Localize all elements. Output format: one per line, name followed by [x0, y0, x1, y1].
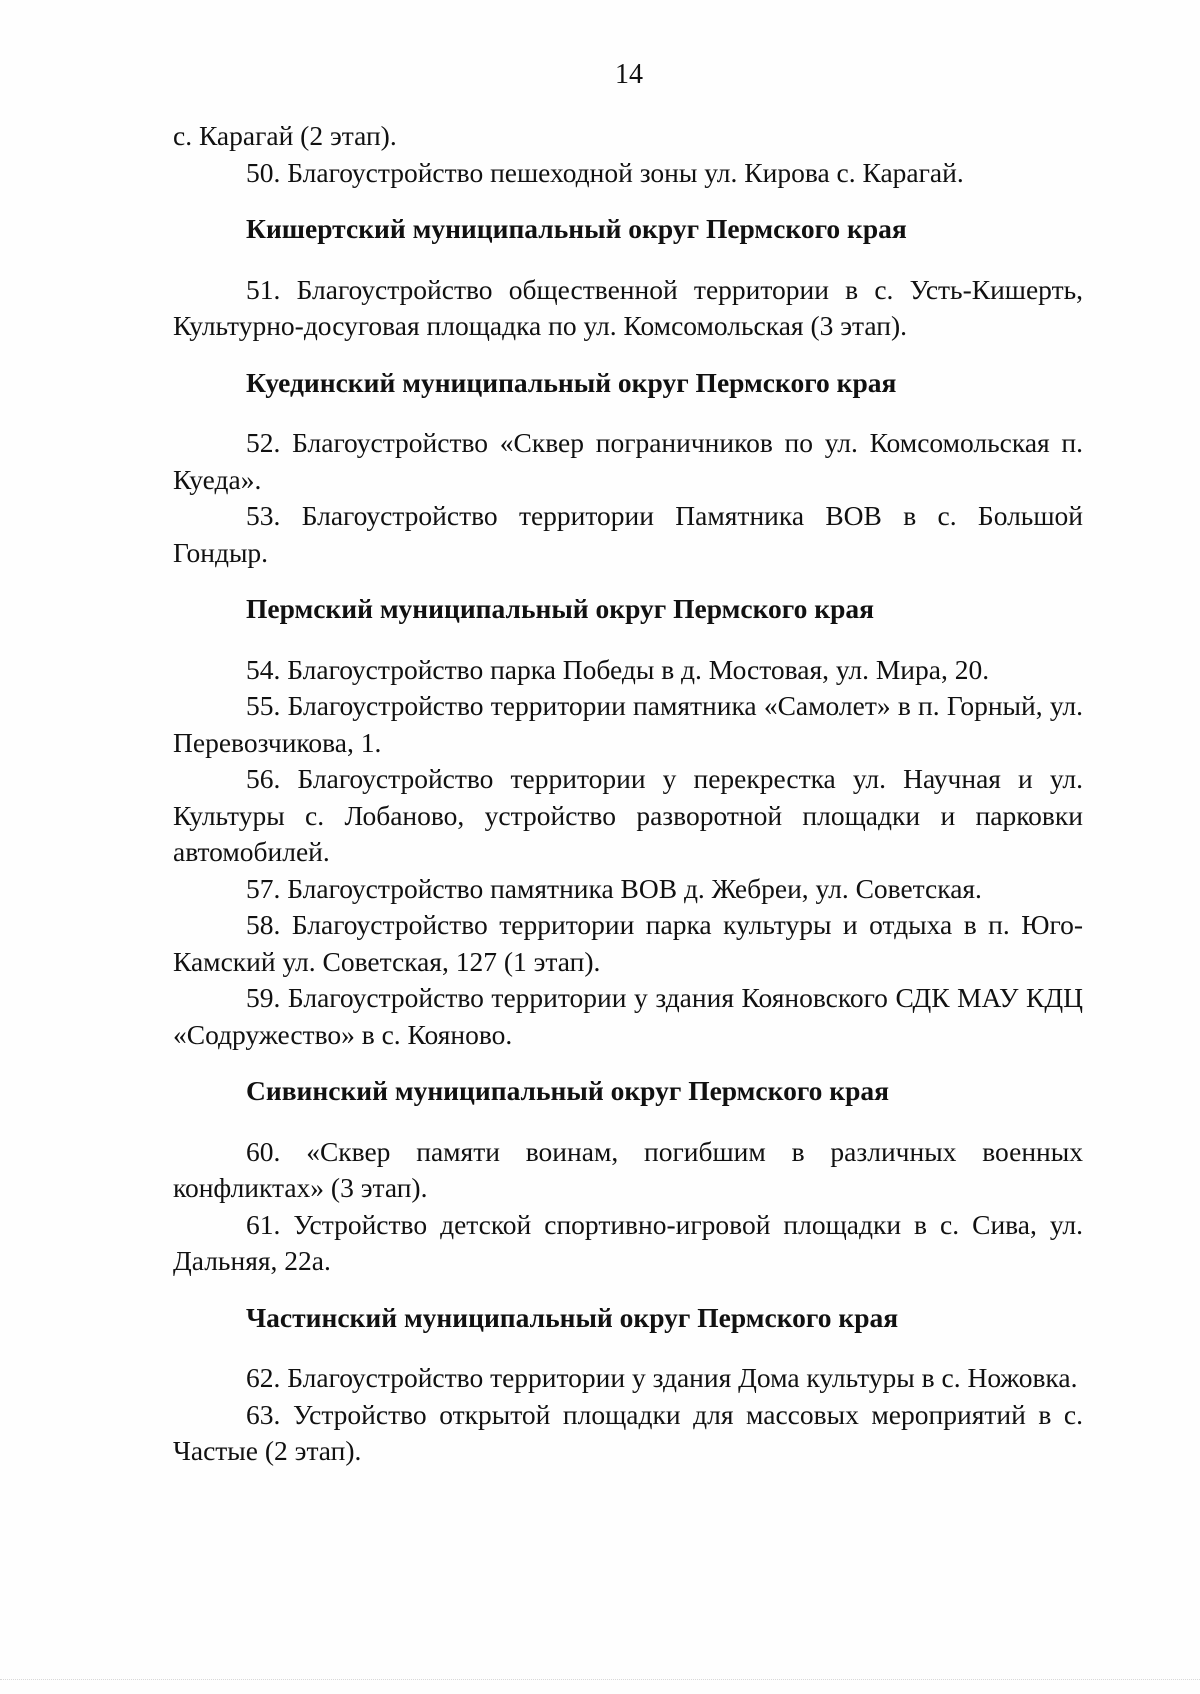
list-item-51: 51. Благоустройство общественной территории в с. Усть-Кишерть, Культурно-досуговая площадка по ул. Комсомольская (3 этап).: [173, 273, 1083, 341]
list-item-60: 60. «Сквер памяти воинам, погибшим в различных военных конфликтах» (3 этап).: [173, 1135, 1083, 1203]
section-heading-permsky: Пермский муниципальный округ Пермского края: [246, 593, 875, 624]
list-item-50: 50. Благоустройство пешеходной зоны ул. Кирова с. Карагай.: [246, 156, 964, 188]
page-number: 14: [615, 59, 643, 90]
section-heading-kishertsky: Кишертский муниципальный округ Пермского края: [246, 213, 907, 244]
list-item-59: 59. Благоустройство территории у здания Кояновского СДК МАУ КДЦ «Содружество» в с. Кояново.: [173, 982, 1083, 1050]
section-heading-chastinsky: Частинский муниципальный округ Пермского края: [246, 1301, 899, 1333]
document-body: [173, 118, 1083, 1470]
scan-bottom-edge: [0, 1679, 1200, 1694]
section-heading-sivinsky: Сивинский муниципальный округ Пермского края: [246, 1075, 890, 1106]
list-item-61: 61. Устройство детской спортивно-игровой площадки в с. Сива, ул. Дальняя, 22а.: [173, 1208, 1083, 1276]
list-item-55: 55. Благоустройство территории памятника «Самолет» в п. Горный, ул. Перевозчикова, 1.: [173, 690, 1083, 758]
list-item-63: 63. Устройство открытой площадки для массовых мероприятий в с. Частые (2 этап).: [173, 1398, 1083, 1466]
list-item-56: 56. Благоустройство территории у перекрестка ул. Научная и ул. Культуры с. Лобаново, устройство разворотной площадки и парковки автомобилей.: [173, 763, 1083, 867]
list-item-58: 58. Благоустройство территории парка культуры и отдыха в п. Юго-Камский ул. Советская, 127 (1 этап).: [173, 909, 1083, 977]
list-item-62: 62. Благоустройство территории у здания Дома культуры в с. Ножовка.: [246, 1362, 1078, 1393]
list-item-57: 57. Благоустройство памятника ВОВ д. Жебреи, ул. Советская.: [246, 872, 982, 904]
paragraph-continuation: с. Карагай (2 этап).: [173, 120, 397, 151]
section-heading-kuedinsky: Куединский муниципальный округ Пермского края: [246, 366, 897, 398]
list-item-54: 54. Благоустройство парка Победы в д. Мостовая, ул. Мира, 20.: [246, 653, 990, 685]
list-item-52: 52. Благоустройство «Сквер пограничников по ул. Комсомольская п. Куеда».: [173, 427, 1083, 495]
list-item-53: 53. Благоустройство территории Памятника ВОВ в с. Большой Гондыр.: [173, 500, 1083, 568]
